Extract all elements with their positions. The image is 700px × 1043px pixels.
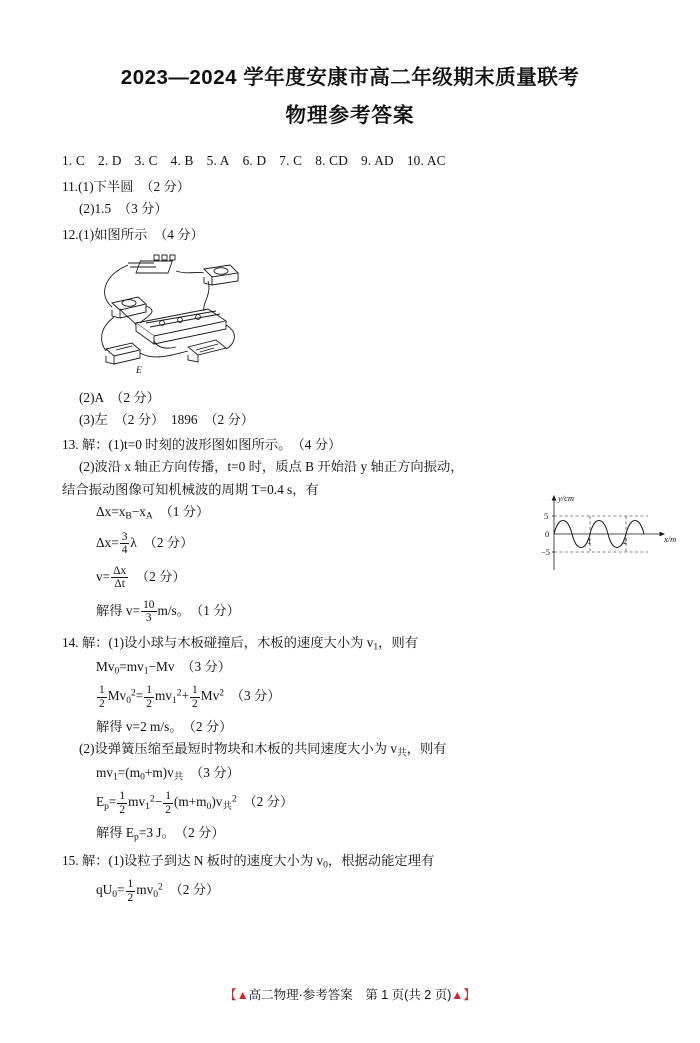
answer-sheet-page <box>0 60 700 1043</box>
q14-equation-1: $Mv_0=mv_1-Mv$ （3 分） <box>96 659 232 677</box>
q13-eq4-tail: m/s。 <box>157 602 184 618</box>
q13-eq2-fraction: $\frac{3}{4}$ <box>121 530 128 557</box>
figure-label-E: E <box>136 366 142 377</box>
q12-line3: (3)左 （2 分） 1896 （2 分） <box>79 412 255 428</box>
q13-line1: 13. 解：(1)t=0 时刻的波形图如图所示。 （4 分） <box>62 436 342 452</box>
choice-answer-7: 7. C <box>279 153 303 168</box>
q13-eq2-mark: （2 分） <box>150 534 194 550</box>
q13-eq1-sub2: A <box>145 510 153 522</box>
q14-equation-6: 解得 $E_p=3$ J。 （2 分） <box>96 824 225 843</box>
q14-equation-4: $mv_1=(m_0+m)v_共$ （3 分） <box>96 765 240 783</box>
q13-eq1-sub1: B <box>125 510 132 522</box>
q13-eq4-mark: （1 分） <box>196 602 240 618</box>
choice-answer-1: 1. C <box>62 153 85 168</box>
choice-answer-10: 10. AC <box>406 153 446 168</box>
q14-equation-2: $\frac{1}{2}$ $Mv_0^2=$ $\frac{1}{2}$ $mv_1^2+$ $\frac{1}{2}$ Mv$^2$ （3 分） <box>99 684 281 710</box>
circuit-diagram-figure <box>84 251 638 383</box>
q13-eq2-lead: Δx= <box>96 534 119 550</box>
choice-answer-4: 4. B <box>170 153 194 168</box>
q13-eq1-lead: Δx=x <box>96 504 126 520</box>
page-title-line2: 物理参考答案 <box>285 104 415 127</box>
q11-line2: (2)1.5 （3 分） <box>79 201 168 217</box>
q14-eq5-frac2: $\frac{1}{2}$ <box>165 790 171 816</box>
footer-triangle-left-icon: ▲ <box>236 988 249 1002</box>
footer-triangle-right-icon: ▲ <box>451 988 464 1002</box>
waveform-chart-figure <box>536 492 676 582</box>
wave-x-tick-2: 2 <box>623 536 628 546</box>
q13-eq4-lead: 解得 v= <box>96 602 141 618</box>
page-title-line1: 2023—2024 学年度安康市高二年级期末质量联考 <box>120 66 580 89</box>
q13-eq3-fraction: $\frac{\Delta x}{\Delta t}$ <box>113 564 127 591</box>
wave-y-tick-5: 5 <box>544 511 549 521</box>
q14-eq2-frac3: $\frac{1}{2}$ <box>192 684 198 710</box>
wave-y-axis-label: y/cm <box>558 493 575 503</box>
q12-line1: 12.(1)如图所示 （4 分） <box>62 226 204 242</box>
q13-eq2-tail: λ <box>130 534 137 550</box>
q14-eq5-frac1: $\frac{1}{2}$ <box>119 790 126 816</box>
wave-y-tick-neg5: −5 <box>541 547 551 557</box>
wave-y-tick-0: 0 <box>545 529 550 539</box>
q12-line2: (2)A （2 分） <box>79 389 160 405</box>
choice-answer-6: 6. D <box>242 153 267 168</box>
page-footer <box>0 985 700 1003</box>
q13-eq3-mark: （2 分） <box>142 568 186 584</box>
q15-line1: 15. 解：(1)设粒子到达 N 板时的速度大小为 $v_0$，根据动能定理有 <box>62 852 435 871</box>
footer-right-bracket: 】 <box>463 988 476 1002</box>
q13-line2: (2)波沿 x 轴正方向传播，t=0 时，质点 B 开始沿 y 轴正方向振动， <box>79 459 464 475</box>
choice-answer-8: 8. CD <box>315 153 349 168</box>
q14-eq2-frac1: $\frac{1}{2}$ <box>99 684 105 710</box>
q14-line1: 14. 解：(1)设小球与木板碰撞后，木板的速度大小为 $v_1$，则有 <box>62 634 419 653</box>
q13-eq3-lead: v= <box>96 568 111 584</box>
q13-eq1-mid: −x <box>131 504 146 520</box>
choice-answer-2: 2. D <box>97 153 122 168</box>
footer-left-bracket: 【 <box>224 988 237 1002</box>
footer-text: 高二物理·参考答案 第 1 页(共 2 页) <box>248 988 452 1002</box>
q14-equation-3: 解得 v=2 m/s。 （2 分） <box>96 718 233 734</box>
q14-eq2-frac2: $\frac{1}{2}$ <box>146 684 152 710</box>
q13-eq1-mark: （1 分） <box>166 504 210 520</box>
wave-x-axis-label: x/m <box>664 534 676 544</box>
choice-answer-3: 3. C <box>134 153 158 168</box>
q13-line3: 结合振动图像可知机械波的周期 T=0.4 s，有 <box>62 481 319 497</box>
q14-line2: (2)设弹簧压缩至最短时物块和木板的共同速度大小为 $v_共$，则有 <box>79 741 447 759</box>
choice-answer-9: 9. AD <box>361 153 394 168</box>
q15-eq1-fraction: $\frac{1}{2}$ <box>127 877 134 904</box>
q13-equation-4 <box>96 599 638 625</box>
multiple-choice-answers <box>62 150 638 172</box>
q14-equation-5: $E_p=$ $\frac{1}{2}$ $mv_1^2-$ $\frac{1}{2}$ $(m+m_0)v_共^2$ （2 分） <box>96 790 294 816</box>
wave-x-tick-1: 1 <box>587 536 592 546</box>
q11-line1: 11.(1)下半圆 （2 分） <box>62 178 191 194</box>
q14-line1-text: 14. 解：(1)设小球与木板碰撞后，木板的速度大小为 v <box>62 634 374 650</box>
q13-eq4-fraction: $\frac{10}{3}$ <box>143 598 155 625</box>
q15-equation-1: $qU_0=$ $\frac{1}{2}$ $mv_0^2$ （2 分） <box>96 877 220 904</box>
choice-answer-5: 5. A <box>206 153 230 168</box>
